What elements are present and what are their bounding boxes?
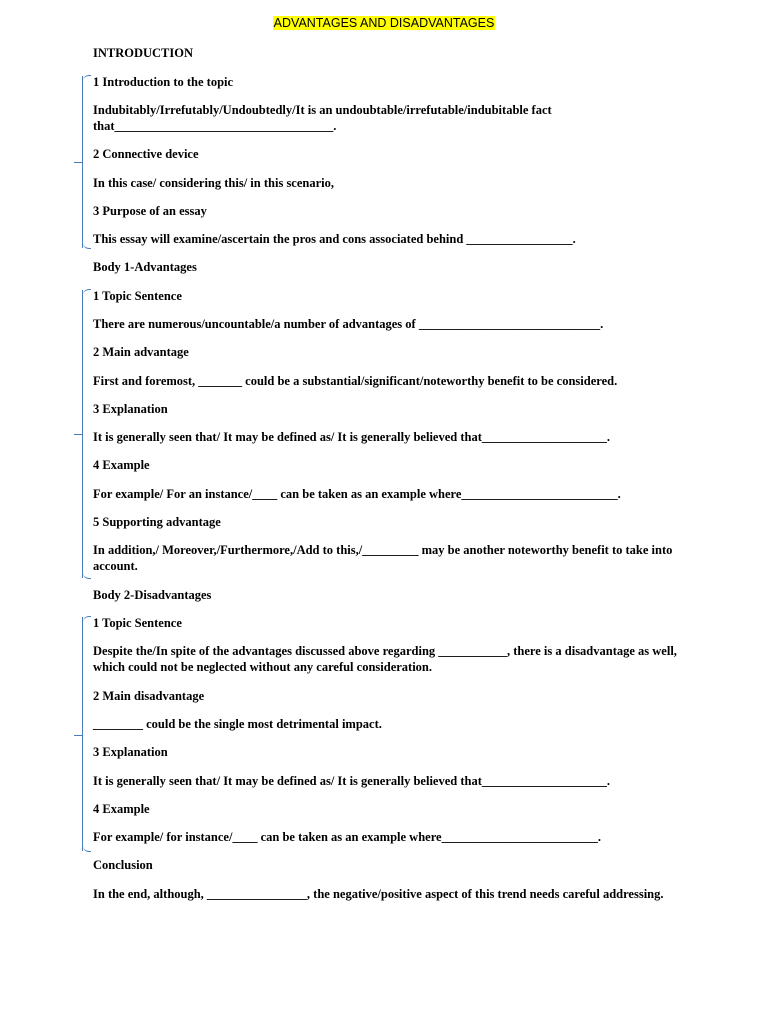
document-title-text: ADVANTAGES AND DISADVANTAGES <box>273 16 495 30</box>
body1-step3-label: 3 Explanation <box>93 402 168 416</box>
intro-step3-text: This essay will examine/ascertain the pros and cons associated behind _________________. <box>93 232 576 246</box>
body2-step3-label: 3 Explanation <box>93 745 168 759</box>
intro-step1-text-line1: Indubitably/Irrefutably/Undoubtedly/It is an undoubtable/irrefutable/indubitable fact <box>93 103 552 117</box>
body2-step1-label: 1 Topic Sentence <box>93 616 182 630</box>
body1-bracket <box>82 290 93 578</box>
body1-step3-text: It is generally seen that/ It may be defined as/ It is generally believed that____________________. <box>93 430 610 444</box>
body2-heading: Body 2-Disadvantages <box>93 588 212 602</box>
intro-step3-label: 3 Purpose of an essay <box>93 204 207 218</box>
body1-step4-text: For example/ For an instance/____ can be taken as an example where_________________________. <box>93 487 621 501</box>
body1-step1-text: There are numerous/uncountable/a number of advantages of _____________________________. <box>93 317 604 331</box>
intro-step1-text-line2: that___________________________________. <box>93 119 337 133</box>
body1-step2-label: 2 Main advantage <box>93 345 189 359</box>
body1-step4-label: 4 Example <box>93 458 150 472</box>
body2-step3-text: It is generally seen that/ It may be defined as/ It is generally believed that____________________. <box>93 774 610 788</box>
body2-step2-label: 2 Main disadvantage <box>93 689 205 703</box>
body1-step5-label: 5 Supporting advantage <box>93 515 221 529</box>
body1-heading: Body 1-Advantages <box>93 260 197 274</box>
document-title <box>0 16 768 30</box>
body2-step1-text: Despite the/In spite of the advantages discussed above regarding ___________, there is a disadvantage as well, which could not be neglected without any careful consideration. <box>93 644 677 674</box>
body2-bracket <box>82 617 93 851</box>
body1-step2-text: First and foremost, _______ could be a substantial/significant/noteworthy benefit to be considered. <box>93 374 618 388</box>
intro-step2-text: In this case/ considering this/ in this scenario, <box>93 176 334 190</box>
conclusion-heading: Conclusion <box>93 858 153 872</box>
body2-step4-label: 4 Example <box>93 802 150 816</box>
intro-heading: INTRODUCTION <box>93 46 194 60</box>
body1-step1-label: 1 Topic Sentence <box>93 289 182 303</box>
intro-bracket <box>82 76 93 248</box>
body1-step5-text: In addition,/ Moreover,/Furthermore,/Add to this,/_________ may be another noteworthy benefit to take into account. <box>93 543 673 573</box>
body2-step2-text: ________ could be the single most detrimental impact. <box>93 717 382 731</box>
body2-step4-text: For example/ for instance/____ can be taken as an example where_________________________. <box>93 830 601 844</box>
conclusion-text: In the end, although, ________________, the negative/positive aspect of this trend needs careful addressing. <box>93 887 664 901</box>
intro-step2-label: 2 Connective device <box>93 147 199 161</box>
intro-step1-label: 1 Introduction to the topic <box>93 75 234 89</box>
